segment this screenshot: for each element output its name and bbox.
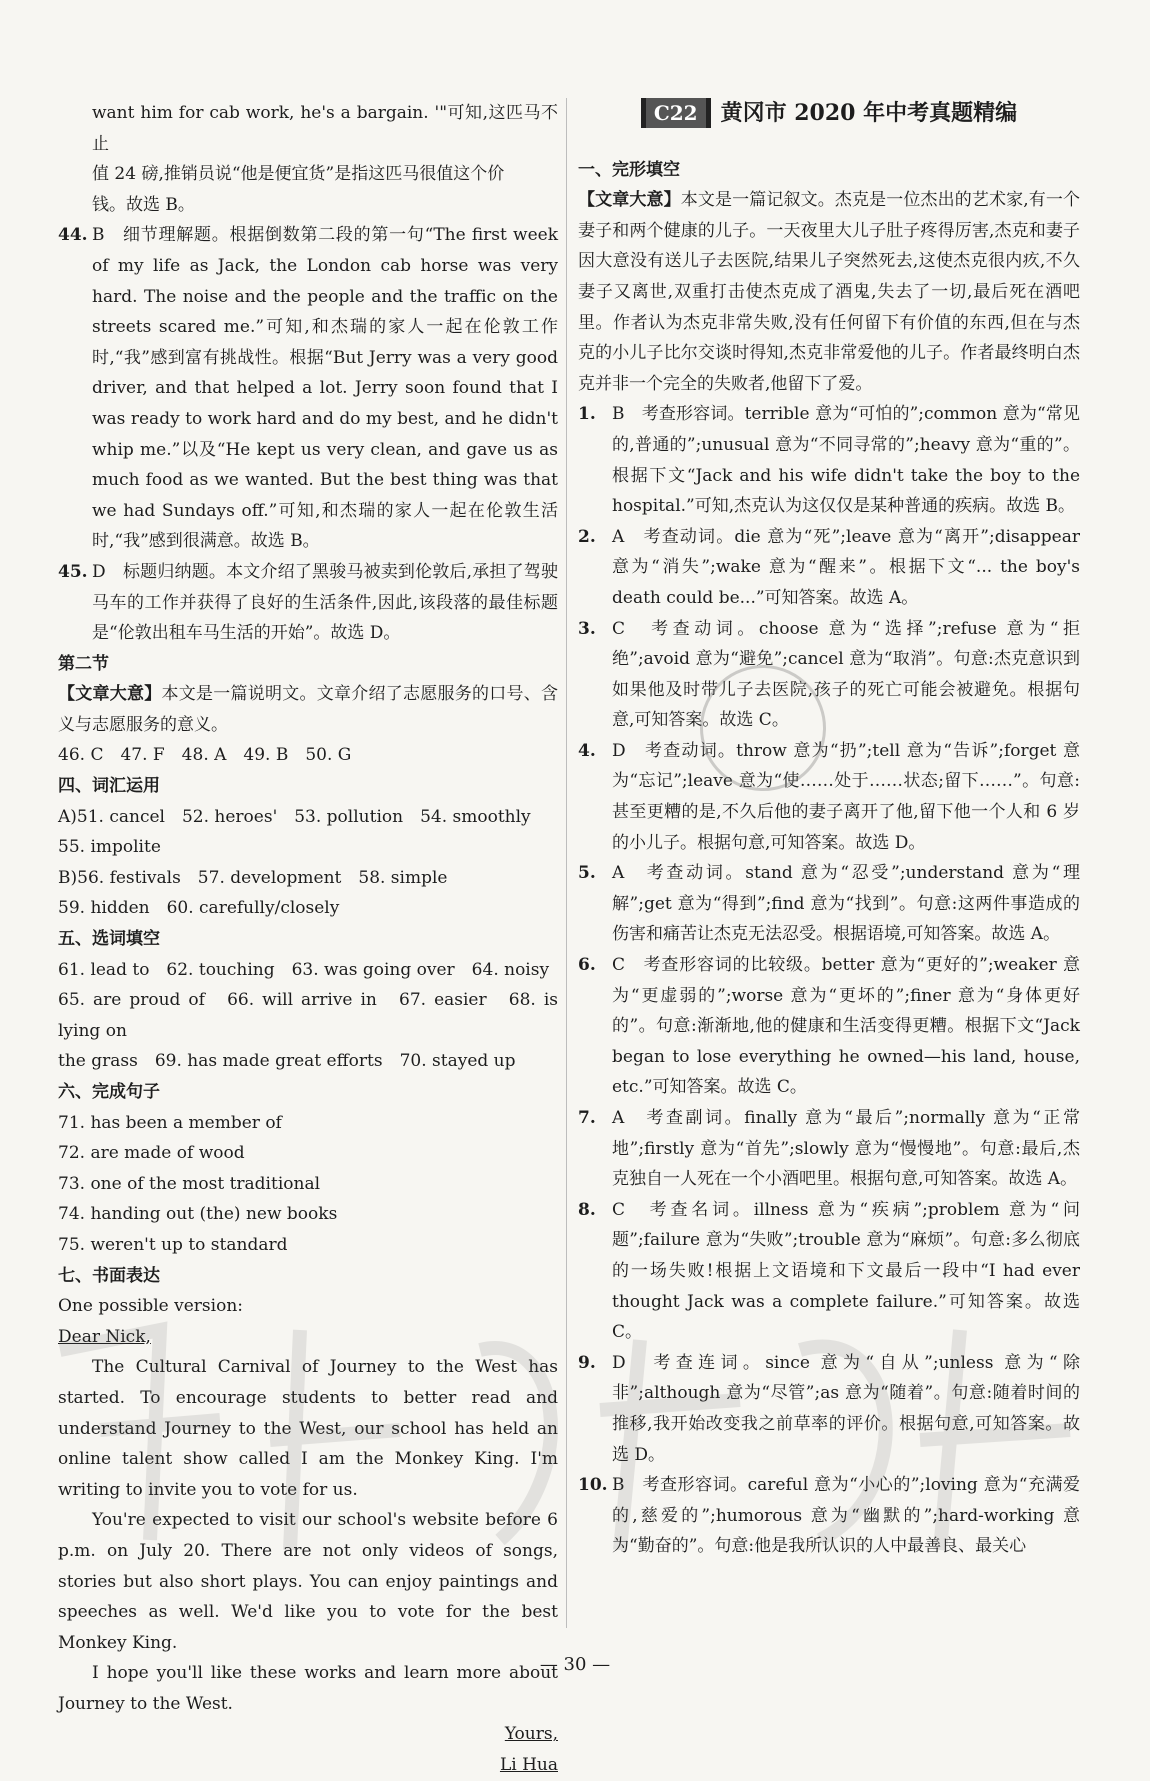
cloze-answer-2 — [578, 522, 1080, 614]
answers-46-50: 46. C 47. F 48. A 49. B 50. G — [58, 745, 352, 766]
section-badge: C22 — [641, 98, 711, 128]
cloze-answer-3 — [578, 614, 1080, 736]
cloze-summary — [578, 185, 1080, 399]
part-4-heading: 四、词汇运用 — [58, 776, 160, 797]
continued-line-1: want him for cab work, he's a bargain. '"可知,这匹马不止 — [92, 103, 558, 154]
cloze-answer-text: B 考查形容词。terrible 意为“可怕的”;common 意为“常见的,普通的”;unusual 意为“不同寻常的”;heavy 意为“重的”。根据下文“Jack and his wife didn't take the boy to the hospital.”可知,杰克认为这仅仅是某种普通的疾病。故选 B。 — [612, 404, 1080, 517]
answer-44-number: 44. — [58, 225, 88, 246]
letter-signature: Li Hua — [499, 1755, 558, 1776]
answer-45-text: D 标题归纳题。本文介绍了黑骏马被卖到伦敦后,承担了驾驶马车的工作并获得了良好的生活条件,因此,该段落的最佳标题是“伦敦出租车马生活的开始”。故选 D。 — [92, 561, 558, 644]
cloze-answer-list — [578, 399, 1080, 1562]
vocab-b-line-1: B)56. festivals 57. development 58. simple — [58, 867, 448, 888]
cloze-answer-number: 10. — [578, 1475, 608, 1496]
fill-line-2: 65. are proud of 66. will arrive in 67. easier 68. is lying on — [58, 990, 558, 1041]
cloze-answer-4 — [578, 736, 1080, 858]
sentence-74: 74. handing out (the) new books — [58, 1204, 338, 1225]
cloze-summary-text: 本文是一篇记叙文。杰克是一位杰出的艺术家,有一个妻子和两个健康的儿子。一天夜里大儿子肚子疼得厉害,杰克和妻子因大意没有送儿子去医院,结果儿子突然死去,这使杰克很内疚,不久妻子又离世,双重打击使杰克成了酒鬼,失去了一切,最后死在酒吧里。作者认为杰克非常失败,没有任何留下有价值的东西,但在与杰克的小儿子比尔交谈时得知,杰克非常爱他的儿子。作者最终明白杰克并非一个完全的失败者,他留下了爱。 — [578, 190, 1081, 394]
part-7-heading: 七、书面表达 — [58, 1265, 160, 1286]
cloze-answer-10 — [578, 1470, 1080, 1562]
part-1-heading: 一、完形填空 — [578, 159, 680, 180]
cloze-answer-7 — [578, 1103, 1080, 1195]
cloze-answer-number: 5. — [578, 863, 596, 884]
letter-closing: Yours, — [504, 1724, 558, 1745]
cloze-answer-8 — [578, 1195, 1080, 1348]
cloze-answer-number: 4. — [578, 740, 596, 761]
cloze-answer-number: 1. — [578, 404, 596, 425]
cloze-answer-text: C 考查名词。illness 意为“疾病”;problem 意为“问题”;failure 意为“失败”;trouble 意为“麻烦”。句意:多么彻底的一场失败!根据上文语境和下文最后一段中“I had ever thought Jack was a complete failure.”可知答案。故选 C。 — [612, 1199, 1080, 1343]
part-5-heading: 五、选词填空 — [58, 929, 160, 950]
sentence-72: 72. are made of wood — [58, 1143, 245, 1164]
letter-greeting: Dear Nick, — [58, 1326, 151, 1347]
possible-version: One possible version: — [58, 1296, 243, 1317]
cloze-answer-text: C 考查形容词的比较级。better 意为“更好的”;weaker 意为“更虚弱的”;worse 意为“更坏的”;finer 意为“身体更好的”。句意:渐渐地,他的健康和生活变得更糟。根据下文“Jack began to lose everything he owned—his land, house, etc.”可知答案。故选 C。 — [612, 955, 1080, 1098]
fill-line-3: the grass 69. has made great efforts 70. stayed up — [58, 1051, 516, 1072]
cloze-answer-text: A 考查动词。stand 意为“忍受”;understand 意为“理解”;get 意为“得到”;find 意为“找到”。句意:这两件事造成的伤害和痛苦让杰克无法忍受。根据语境,可知答案。故选 A。 — [612, 863, 1080, 945]
fill-line-1: 61. lead to 62. touching 63. was going over 64. noisy — [58, 959, 550, 980]
answer-45-number: 45. — [58, 561, 88, 582]
continued-line-2: 值 24 磅,推销员说“他是便宜货”是指这匹马很值这个价 — [92, 164, 505, 185]
vocab-a-line-2: 55. impolite — [58, 837, 161, 858]
letter-paragraph-3: I hope you'll like these works and learn more about Journey to the West. — [58, 1663, 558, 1714]
left-column — [58, 98, 558, 1781]
cloze-answer-text: C 考查动词。choose 意为“选择”;refuse 意为“拒绝”;avoid 意为“避免”;cancel 意为“取消”。句意:杰克意识到如果他及时带儿子去医院,孩子的死亡可能会被避免。根据句意,可知答案。故选 C。 — [612, 618, 1080, 731]
cloze-answer-text: D 考查连词。since 意为“自从”;unless 意为“除非”;although 意为“尽管”;as 意为“随着”。句意:随着时间的推移,我开始改变我之前草率的评价。根据句意,可知答案。故选 D。 — [612, 1352, 1080, 1465]
summary-label: 【文章大意】 — [58, 684, 162, 705]
vocab-a-line-1: A)51. cancel 52. heroes' 53. pollution 54. smoothly — [58, 806, 531, 827]
sentence-71: 71. has been a member of — [58, 1112, 282, 1133]
letter-paragraph-2: You're expected to visit our school's website before 6 p.m. on July 20. There are not only videos of songs, stories but also short plays. You can enjoy paintings and speeches as well. We'd like you to vote for the best Monkey King. — [58, 1510, 558, 1653]
cloze-answer-1 — [578, 399, 1080, 521]
cloze-answer-5 — [578, 858, 1080, 950]
answer-44 — [58, 220, 558, 557]
continued-line-3: 钱。故选 B。 — [92, 194, 195, 215]
cloze-answer-9 — [578, 1348, 1080, 1470]
answer-45 — [58, 557, 558, 649]
right-column — [578, 98, 1080, 1562]
cloze-answer-number: 6. — [578, 955, 596, 976]
section-title-text: 黄冈市 2020 年中考真题精编 — [720, 100, 1018, 126]
section-title — [578, 98, 1080, 129]
cloze-answer-text: A 考查动词。die 意为“死”;leave 意为“离开”;disappear 意为“消失”;wake 意为“醒来”。根据下文“... the boy's death could be...”可知答案。故选 A。 — [612, 526, 1080, 608]
section-2-summary — [58, 679, 558, 740]
cloze-answer-number: 2. — [578, 526, 596, 547]
cloze-answer-number: 7. — [578, 1108, 596, 1128]
cloze-answer-text: D 考查动词。throw 意为“扔”;tell 意为“告诉”;forget 意为“忘记”;leave 意为“使……处于……状态;留下……”。句意:甚至更糟的是,不久后他的妻子离开了他,留下他一个人和 6 岁的小儿子。根据句意,可知答案。故选 D。 — [612, 740, 1080, 853]
cloze-answer-number: 3. — [578, 618, 596, 639]
answer-44-text: B 细节理解题。根据倒数第二段的第一句“The first week of my life as Jack, the London cab horse was very hard. The noise and the people and the traffic on the streets scared me.”可知,和杰瑞的家人一起在伦敦工作时,“我”感到富有挑战性。根据“But Jerry was a very good driver, and that helped a lot. Jerry soon found that I was ready to work hard and do my best, and he didn't whip me.”以及“He kept us very clean, and gave us as much food as we wanted. But the best thing was that we had Sundays off.”可知,和杰瑞的家人一起在伦敦生活时,“我”感到很满意。故选 B。 — [92, 225, 558, 552]
section-2-heading: 第二节 — [58, 653, 109, 674]
cloze-answer-number: 8. — [578, 1199, 596, 1220]
cloze-summary-label: 【文章大意】 — [578, 190, 681, 211]
cloze-answer-number: 9. — [578, 1352, 596, 1373]
cloze-answer-text: B 考查形容词。careful 意为“小心的”;loving 意为“充满爱的,慈爱的”;humorous 意为“幽默的”;hard-working 意为“勤奋的”。句意:他是我所认识的人中最善良、最关心 — [612, 1475, 1080, 1557]
sentence-73: 73. one of the most traditional — [58, 1173, 321, 1194]
part-6-heading: 六、完成句子 — [58, 1082, 160, 1102]
vocab-b-line-2: 59. hidden 60. carefully/closely — [58, 898, 340, 919]
cloze-answer-6 — [578, 950, 1080, 1103]
cloze-answer-text: A 考查副词。finally 意为“最后”;normally 意为“正常地”;firstly 意为“首先”;slowly 意为“慢慢地”。句意:最后,杰克独自一人死在一个小酒吧里。根据句意,可知答案。故选 A。 — [612, 1108, 1080, 1190]
summary-text: 本文是一篇说明文。文章介绍了志愿服务的口号、含义与志愿服务的意义。 — [58, 684, 558, 735]
column-divider — [566, 98, 567, 1628]
sentence-75: 75. weren't up to standard — [58, 1234, 288, 1255]
letter-paragraph-1: The Cultural Carnival of Journey to the West has started. To encourage students to better read and understand Journey to the West, our school has held an online talent show called I am the Monkey King. I'm writing to invite you to vote for us. — [58, 1357, 558, 1500]
page-number: — 30 — — [539, 1654, 611, 1675]
